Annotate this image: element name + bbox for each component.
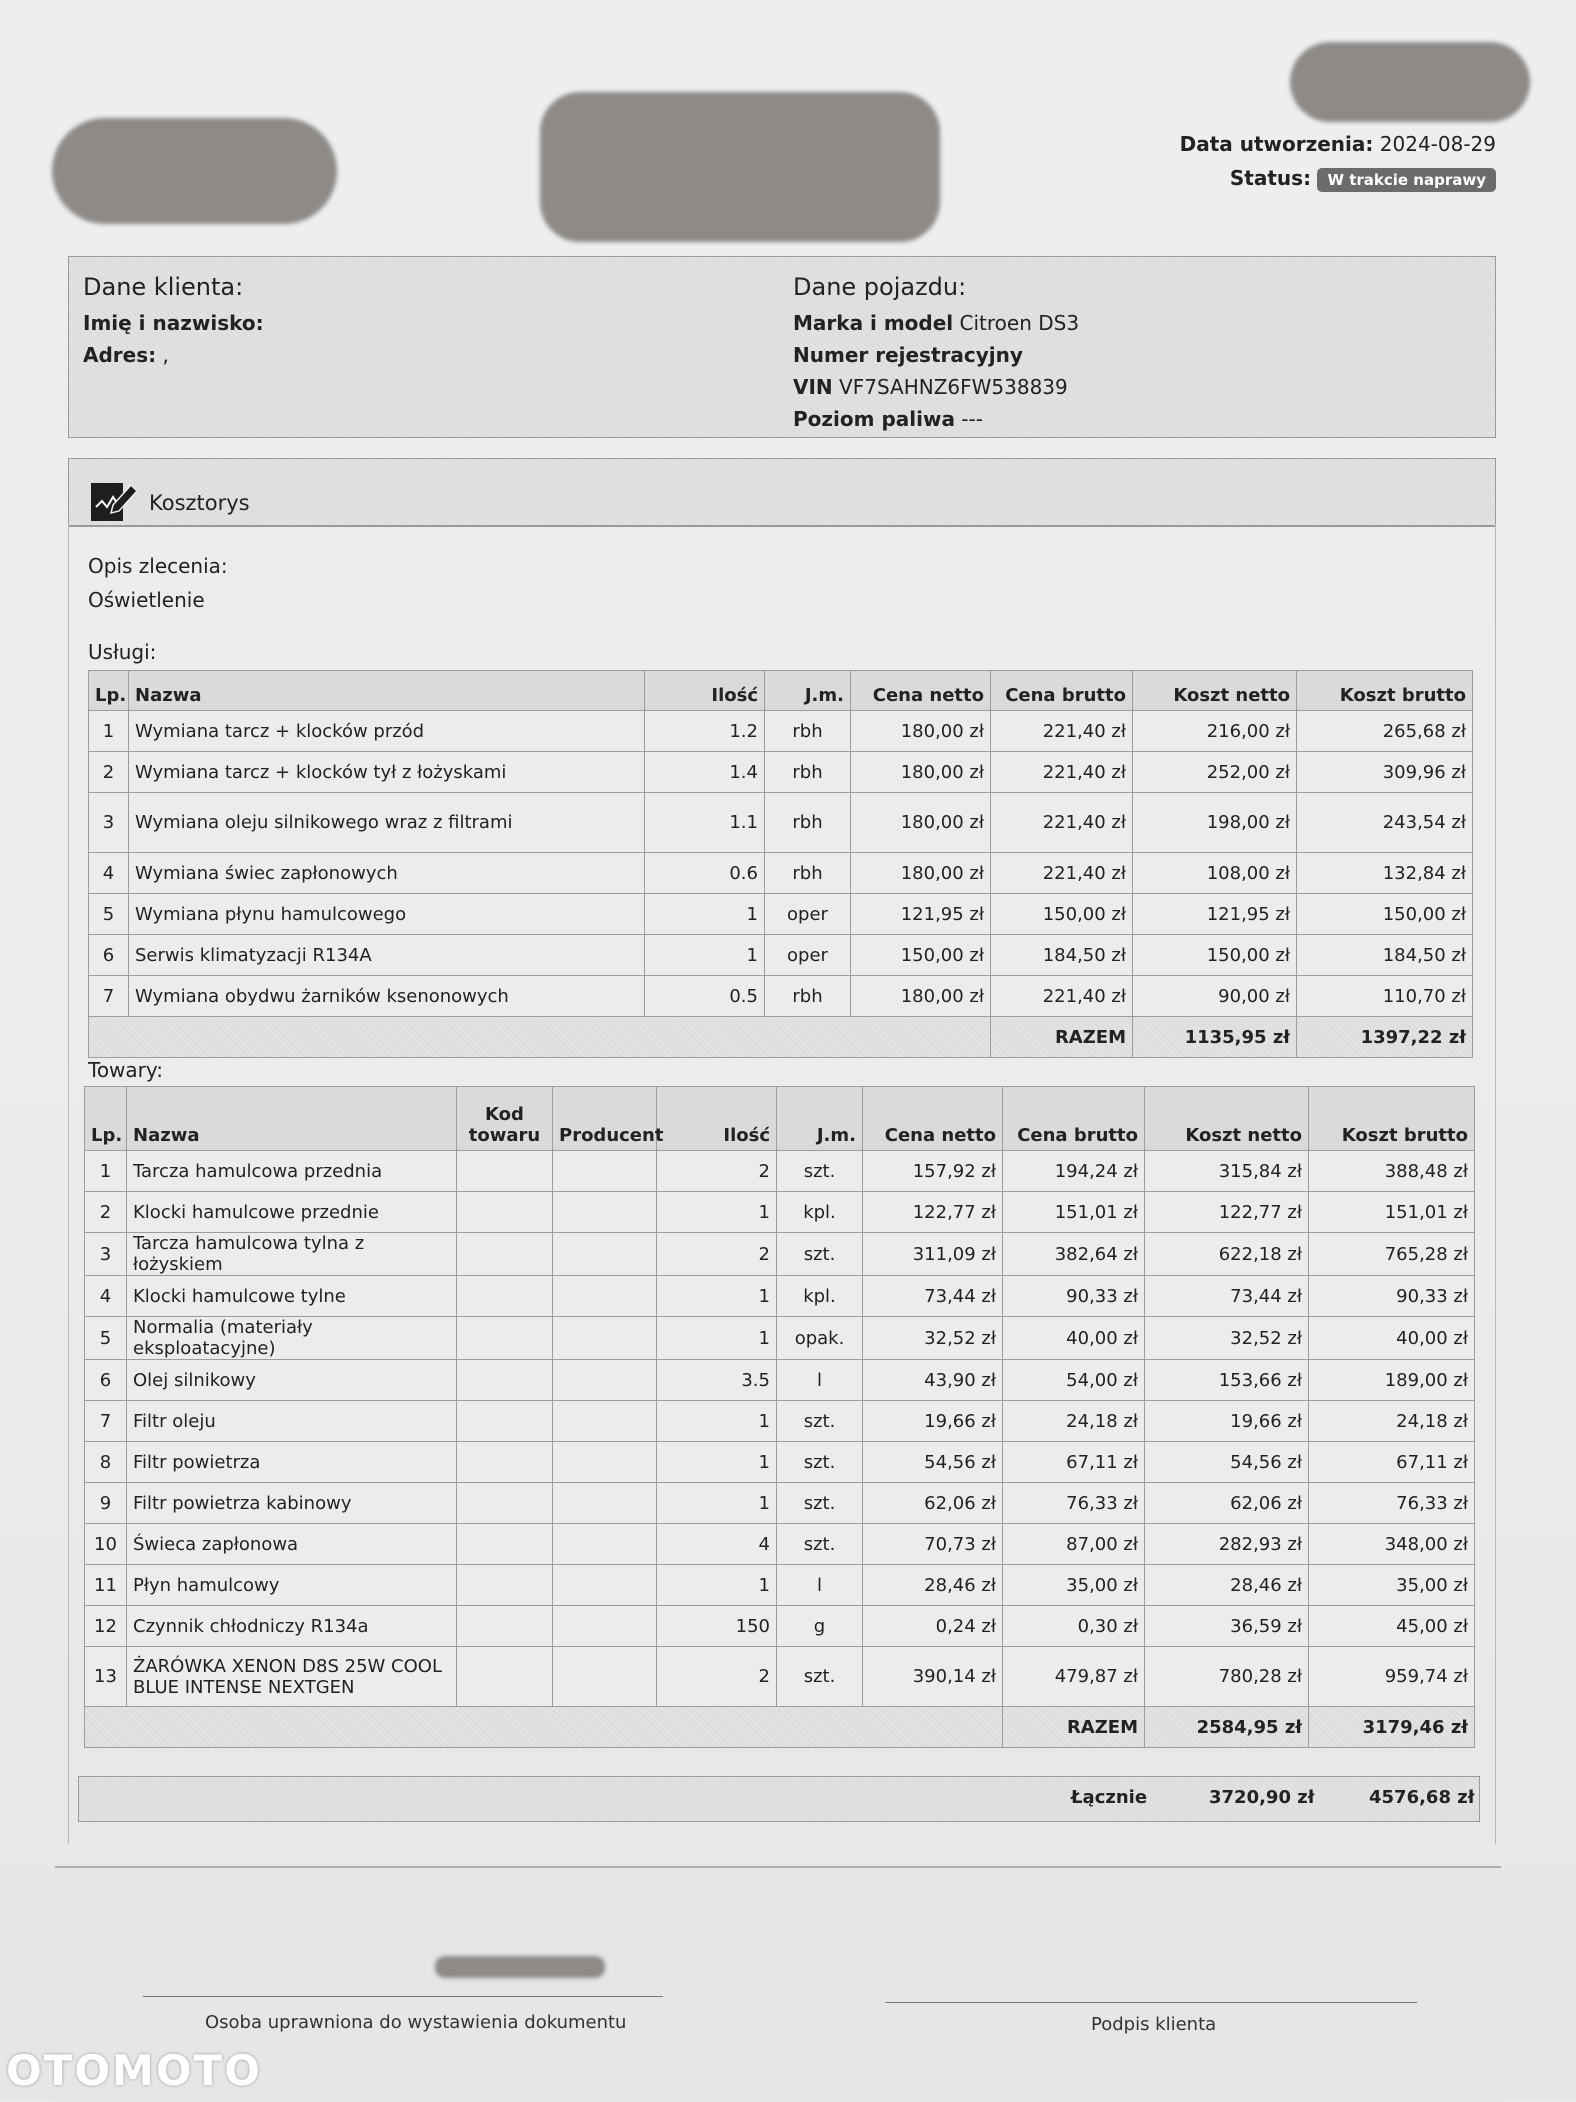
service-row-cell: 216,00 zł [1133, 711, 1297, 752]
goods-row-cell: 1 [85, 1151, 127, 1192]
goods-row-cell: 76,33 zł [1003, 1483, 1145, 1524]
goods-row-cell: 388,48 zł [1309, 1151, 1475, 1192]
service-row-cell: 150,00 zł [991, 894, 1133, 935]
goods-row [85, 1565, 1475, 1606]
service-row-cell: 1 [645, 894, 765, 935]
vin-value: VF7SAHNZ6FW538839 [839, 375, 1068, 399]
client-address-label: Adres: [83, 343, 157, 367]
service-row-cell: 252,00 zł [1133, 752, 1297, 793]
service-row-cell: 1.2 [645, 711, 765, 752]
goods-row-cell [553, 1360, 657, 1401]
goods-row-cell: 73,44 zł [1145, 1276, 1309, 1317]
goods-row-cell: Tarcza hamulcowa przednia [127, 1151, 457, 1192]
goods-row-cell: kpl. [777, 1192, 863, 1233]
signature-area [55, 1866, 1501, 2102]
goods-row-cell: 35,00 zł [1309, 1565, 1475, 1606]
goods-row-cell: 382,64 zł [1003, 1233, 1145, 1276]
goods-row-cell: 11 [85, 1565, 127, 1606]
service-row-cell: 150,00 zł [1133, 935, 1297, 976]
service-row [89, 935, 1473, 976]
estimate-edit-icon [89, 477, 139, 528]
goods-row-cell: 13 [85, 1647, 127, 1707]
service-row [89, 711, 1473, 752]
service-row-cell: Wymiana płynu hamulcowego [129, 894, 645, 935]
col-lp: Lp. [89, 671, 129, 711]
service-row-cell: 221,40 zł [991, 853, 1133, 894]
goods-row-cell: opak. [777, 1317, 863, 1360]
service-row-cell: 243,54 zł [1297, 793, 1473, 853]
grand-total-gross: 4576,68 zł [1369, 1787, 1475, 1808]
goods-col-code: Kod towaru [457, 1087, 553, 1151]
col-cost-net: Koszt netto [1133, 671, 1297, 711]
goods-row-cell [457, 1192, 553, 1233]
service-row-cell: 1.4 [645, 752, 765, 793]
goods-col-price-net: Cena netto [863, 1087, 1003, 1151]
goods-row-cell: kpl. [777, 1276, 863, 1317]
goods-col-unit: J.m. [777, 1087, 863, 1151]
created-date: 2024-08-29 [1379, 132, 1496, 156]
service-row [89, 976, 1473, 1017]
goods-row-cell: 2 [657, 1233, 777, 1276]
goods-row-cell: 5 [85, 1317, 127, 1360]
goods-row-cell: 67,11 zł [1309, 1442, 1475, 1483]
goods-row [85, 1360, 1475, 1401]
service-row-cell: 121,95 zł [851, 894, 991, 935]
service-row-cell: 1 [89, 711, 129, 752]
goods-row-cell: 1 [657, 1276, 777, 1317]
vehicle-heading: Dane pojazdu: [793, 273, 967, 301]
goods-row-cell: 189,00 zł [1309, 1360, 1475, 1401]
service-row-cell: Wymiana obydwu żarników ksenonowych [129, 976, 645, 1017]
service-row-cell: 180,00 zł [851, 976, 991, 1017]
goods-row-cell: 32,52 zł [863, 1317, 1003, 1360]
goods-row-cell: 10 [85, 1524, 127, 1565]
goods-row-cell: 76,33 zł [1309, 1483, 1475, 1524]
service-row-cell: 198,00 zł [1133, 793, 1297, 853]
document-header-meta [1180, 132, 1496, 202]
goods-row-cell [553, 1317, 657, 1360]
goods-row-cell: 1 [657, 1483, 777, 1524]
client-signature-label: Podpis klienta [1091, 2014, 1217, 2035]
col-name: Nazwa [129, 671, 645, 711]
status-badge: W trakcie naprawy [1317, 168, 1496, 192]
goods-row-cell [457, 1233, 553, 1276]
goods-row-cell: Płyn hamulcowy [127, 1565, 457, 1606]
service-row-cell: rbh [765, 976, 851, 1017]
goods-row-cell: 9 [85, 1483, 127, 1524]
service-row-cell: 265,68 zł [1297, 711, 1473, 752]
client-heading: Dane klienta: [83, 273, 244, 301]
goods-row-cell: 67,11 zł [1003, 1442, 1145, 1483]
goods-row-cell: 6 [85, 1360, 127, 1401]
redacted-document-number [1290, 42, 1530, 122]
goods-row-cell: 54,56 zł [863, 1442, 1003, 1483]
service-row-cell: 90,00 zł [1133, 976, 1297, 1017]
goods-row-cell: g [777, 1606, 863, 1647]
redacted-logo [52, 118, 337, 224]
goods-row-cell: 282,93 zł [1145, 1524, 1309, 1565]
goods-row-cell: 8 [85, 1442, 127, 1483]
registration-label: Numer rejestracyjny [793, 343, 1023, 367]
goods-row-cell: 1 [657, 1192, 777, 1233]
goods-row-cell [457, 1317, 553, 1360]
goods-sum-net: 2584,95 zł [1145, 1707, 1309, 1748]
goods-row-cell: 959,74 zł [1309, 1647, 1475, 1707]
service-row-cell: rbh [765, 711, 851, 752]
vehicle-section [793, 271, 1079, 435]
goods-row-cell: szt. [777, 1483, 863, 1524]
service-row-cell: Wymiana oleju silnikowego wraz z filtrami [129, 793, 645, 853]
service-row-cell: 1.1 [645, 793, 765, 853]
goods-row-cell [553, 1401, 657, 1442]
goods-row-cell: Świeca zapłonowa [127, 1524, 457, 1565]
service-row-cell: 180,00 zł [851, 752, 991, 793]
goods-row-cell: 122,77 zł [863, 1192, 1003, 1233]
goods-row-cell: 43,90 zł [863, 1360, 1003, 1401]
goods-row-cell [553, 1524, 657, 1565]
goods-row-cell: 35,00 zł [1003, 1565, 1145, 1606]
goods-sum-label: RAZEM [1003, 1707, 1145, 1748]
goods-label: Towary: [88, 1058, 164, 1082]
service-row-cell: 108,00 zł [1133, 853, 1297, 894]
goods-row-cell: 70,73 zł [863, 1524, 1003, 1565]
goods-row-cell: 0,30 zł [1003, 1606, 1145, 1647]
goods-row-cell: 153,66 zł [1145, 1360, 1309, 1401]
goods-row-cell: 1 [657, 1442, 777, 1483]
goods-col-cost-net: Koszt netto [1145, 1087, 1309, 1151]
goods-col-cost-gross: Koszt brutto [1309, 1087, 1475, 1151]
goods-row-cell: 122,77 zł [1145, 1192, 1309, 1233]
goods-row-cell [553, 1276, 657, 1317]
issuer-signature-line [143, 1996, 663, 1997]
order-desc-value: Oświetlenie [88, 588, 205, 612]
goods-row-cell: 157,92 zł [863, 1151, 1003, 1192]
goods-row-cell [457, 1276, 553, 1317]
service-row-cell: 184,50 zł [991, 935, 1133, 976]
goods-row-cell [457, 1606, 553, 1647]
goods-row-cell: Tarcza hamulcowa tylna z łożyskiem [127, 1233, 457, 1276]
service-row-cell: 0.5 [645, 976, 765, 1017]
services-sum-label: RAZEM [991, 1017, 1133, 1058]
goods-row-cell: l [777, 1565, 863, 1606]
goods-col-producer: Producent [553, 1087, 657, 1151]
service-row [89, 894, 1473, 935]
goods-row-cell [457, 1360, 553, 1401]
goods-row-cell: 2 [657, 1151, 777, 1192]
goods-row-cell [457, 1442, 553, 1483]
goods-row-cell: 0,24 zł [863, 1606, 1003, 1647]
model-label: Marka i model [793, 311, 954, 335]
services-table [88, 670, 1473, 1058]
goods-row-cell: 54,00 zł [1003, 1360, 1145, 1401]
service-row-cell: oper [765, 935, 851, 976]
goods-row-cell [553, 1565, 657, 1606]
col-qty: Ilość [645, 671, 765, 711]
service-row-cell: 6 [89, 935, 129, 976]
goods-row [85, 1606, 1475, 1647]
goods-row-cell: 73,44 zł [863, 1276, 1003, 1317]
service-row-cell: 5 [89, 894, 129, 935]
goods-row-cell: 54,56 zł [1145, 1442, 1309, 1483]
goods-row-cell: 4 [85, 1276, 127, 1317]
client-vehicle-box [68, 256, 1496, 438]
goods-row-cell: szt. [777, 1442, 863, 1483]
service-row-cell: 3 [89, 793, 129, 853]
goods-row [85, 1151, 1475, 1192]
service-row-cell: 309,96 zł [1297, 752, 1473, 793]
goods-row-cell: szt. [777, 1233, 863, 1276]
goods-row-cell: 2 [657, 1647, 777, 1707]
fuel-value: --- [961, 407, 983, 431]
goods-table [84, 1086, 1475, 1748]
service-row-cell: 221,40 zł [991, 752, 1133, 793]
goods-row-cell: 315,84 zł [1145, 1151, 1309, 1192]
goods-row-cell: szt. [777, 1401, 863, 1442]
goods-row-cell: 780,28 zł [1145, 1647, 1309, 1707]
grand-total-net: 3720,90 zł [1209, 1787, 1315, 1808]
goods-row-cell [457, 1401, 553, 1442]
goods-row-cell: Filtr oleju [127, 1401, 457, 1442]
goods-row-cell: 3.5 [657, 1360, 777, 1401]
client-signature-line [885, 2002, 1417, 2003]
service-row-cell: 0.6 [645, 853, 765, 894]
issuer-signature-label: Osoba uprawniona do wystawienia dokumentu [205, 2012, 627, 2033]
goods-row-cell: 311,09 zł [863, 1233, 1003, 1276]
estimate-title: Kosztorys [149, 490, 250, 515]
goods-row-cell: 40,00 zł [1003, 1317, 1145, 1360]
services-sum-net: 1135,95 zł [1133, 1017, 1297, 1058]
goods-row-cell: Filtr powietrza [127, 1442, 457, 1483]
service-row-cell: 150,00 zł [1297, 894, 1473, 935]
goods-row [85, 1483, 1475, 1524]
goods-row [85, 1401, 1475, 1442]
goods-row-cell: 622,18 zł [1145, 1233, 1309, 1276]
goods-row-cell [553, 1606, 657, 1647]
goods-row-cell: Olej silnikowy [127, 1360, 457, 1401]
goods-row-cell: Klocki hamulcowe przednie [127, 1192, 457, 1233]
goods-row-cell: 1 [657, 1401, 777, 1442]
service-row-cell: 7 [89, 976, 129, 1017]
goods-row-cell: 1 [657, 1317, 777, 1360]
goods-sum-gross: 3179,46 zł [1309, 1707, 1475, 1748]
goods-row-cell: szt. [777, 1524, 863, 1565]
col-price-net: Cena netto [851, 671, 991, 711]
redacted-company-name [540, 92, 940, 242]
service-row-cell: rbh [765, 752, 851, 793]
goods-row-cell: 2 [85, 1192, 127, 1233]
goods-row-cell: 28,46 zł [863, 1565, 1003, 1606]
goods-row [85, 1647, 1475, 1707]
created-label: Data utworzenia: [1179, 132, 1374, 156]
goods-row [85, 1524, 1475, 1565]
service-row-cell: 110,70 zł [1297, 976, 1473, 1017]
service-row [89, 752, 1473, 793]
client-address-value: , [162, 343, 169, 367]
goods-row-cell [457, 1524, 553, 1565]
service-row-cell: 221,40 zł [991, 711, 1133, 752]
goods-row-cell [553, 1483, 657, 1524]
grand-total-label: Łącznie [1071, 1787, 1148, 1808]
goods-row-cell [553, 1233, 657, 1276]
goods-row-cell [553, 1192, 657, 1233]
goods-row-cell: 765,28 zł [1309, 1233, 1475, 1276]
goods-row-cell: 3 [85, 1233, 127, 1276]
goods-row-cell: 348,00 zł [1309, 1524, 1475, 1565]
goods-row-cell: 90,33 zł [1309, 1276, 1475, 1317]
service-row-cell: 180,00 zł [851, 853, 991, 894]
services-sum-row [89, 1017, 1473, 1058]
goods-row-cell: 62,06 zł [863, 1483, 1003, 1524]
goods-row-cell: 7 [85, 1401, 127, 1442]
goods-row-cell: 62,06 zł [1145, 1483, 1309, 1524]
service-row-cell: 132,84 zł [1297, 853, 1473, 894]
services-sum-gross: 1397,22 zł [1297, 1017, 1473, 1058]
goods-row-cell: 90,33 zł [1003, 1276, 1145, 1317]
goods-row-cell: Filtr powietrza kabinowy [127, 1483, 457, 1524]
service-row-cell: 184,50 zł [1297, 935, 1473, 976]
goods-row-cell: Czynnik chłodniczy R134a [127, 1606, 457, 1647]
goods-row-cell [457, 1565, 553, 1606]
goods-row [85, 1442, 1475, 1483]
service-row-cell: 2 [89, 752, 129, 793]
fuel-label: Poziom paliwa [793, 407, 955, 431]
services-label: Usługi: [88, 640, 157, 664]
goods-row-cell: Normalia (materiały eksploatacyjne) [127, 1317, 457, 1360]
goods-row-cell: szt. [777, 1151, 863, 1192]
goods-row-cell [457, 1151, 553, 1192]
service-row-cell: Wymiana tarcz + klocków tył z łożyskami [129, 752, 645, 793]
grand-total-box [78, 1776, 1480, 1822]
estimate-header [68, 458, 1496, 527]
goods-row-cell: 19,66 zł [1145, 1401, 1309, 1442]
service-row-cell: 1 [645, 935, 765, 976]
goods-row-cell: 24,18 zł [1309, 1401, 1475, 1442]
goods-row-cell: ŻARÓWKA XENON D8S 25W COOL BLUE INTENSE NEXTGEN [127, 1647, 457, 1707]
goods-row [85, 1276, 1475, 1317]
goods-row-cell: l [777, 1360, 863, 1401]
service-row-cell: 180,00 zł [851, 711, 991, 752]
redacted-signature [435, 1956, 605, 1978]
goods-row-cell: 12 [85, 1606, 127, 1647]
goods-row-cell: 151,01 zł [1003, 1192, 1145, 1233]
vin-label: VIN [793, 375, 833, 399]
service-row [89, 793, 1473, 853]
model-value: Citroen DS3 [959, 311, 1080, 335]
otomoto-watermark: OTOMOTO [6, 2046, 262, 2095]
goods-row-cell: 479,87 zł [1003, 1647, 1145, 1707]
service-row-cell: 221,40 zł [991, 793, 1133, 853]
goods-row-cell: 24,18 zł [1003, 1401, 1145, 1442]
goods-row-cell: 40,00 zł [1309, 1317, 1475, 1360]
order-desc-label: Opis zlecenia: [88, 554, 228, 578]
service-row-cell: 150,00 zł [851, 935, 991, 976]
goods-row-cell: 32,52 zł [1145, 1317, 1309, 1360]
goods-col-name: Nazwa [127, 1087, 457, 1151]
service-row-cell: 121,95 zł [1133, 894, 1297, 935]
service-row-cell: Wymiana świec zapłonowych [129, 853, 645, 894]
goods-row-cell: Klocki hamulcowe tylne [127, 1276, 457, 1317]
goods-row-cell: 45,00 zł [1309, 1606, 1475, 1647]
service-row-cell: rbh [765, 793, 851, 853]
service-row-cell: 221,40 zł [991, 976, 1133, 1017]
goods-col-qty: Ilość [657, 1087, 777, 1151]
service-row-cell: oper [765, 894, 851, 935]
goods-row-cell: 151,01 zł [1309, 1192, 1475, 1233]
goods-row-cell: 194,24 zł [1003, 1151, 1145, 1192]
goods-row-cell: 4 [657, 1524, 777, 1565]
service-row-cell: rbh [765, 853, 851, 894]
goods-row-cell [457, 1647, 553, 1707]
goods-row-cell: szt. [777, 1647, 863, 1707]
col-cost-gross: Koszt brutto [1297, 671, 1473, 711]
service-row [89, 853, 1473, 894]
goods-row-cell [457, 1483, 553, 1524]
col-price-gross: Cena brutto [991, 671, 1133, 711]
service-row-cell: Serwis klimatyzacji R134A [129, 935, 645, 976]
goods-row-cell: 150 [657, 1606, 777, 1647]
client-name-label: Imię i nazwisko: [83, 311, 264, 335]
goods-row-cell: 87,00 zł [1003, 1524, 1145, 1565]
client-section [83, 271, 264, 371]
goods-row-cell: 28,46 zł [1145, 1565, 1309, 1606]
goods-col-lp: Lp. [85, 1087, 127, 1151]
service-row-cell: Wymiana tarcz + klocków przód [129, 711, 645, 752]
goods-row-cell: 36,59 zł [1145, 1606, 1309, 1647]
goods-col-price-gross: Cena brutto [1003, 1087, 1145, 1151]
status-label: Status: [1229, 166, 1312, 190]
service-row-cell: 180,00 zł [851, 793, 991, 853]
goods-row-cell: 1 [657, 1565, 777, 1606]
goods-row-cell: 19,66 zł [863, 1401, 1003, 1442]
goods-row-cell [553, 1151, 657, 1192]
goods-row [85, 1192, 1475, 1233]
service-row-cell: 4 [89, 853, 129, 894]
goods-row-cell: 390,14 zł [863, 1647, 1003, 1707]
goods-row [85, 1317, 1475, 1360]
goods-row-cell [553, 1647, 657, 1707]
goods-row-cell [553, 1442, 657, 1483]
goods-row [85, 1233, 1475, 1276]
goods-sum-row [85, 1707, 1475, 1748]
col-unit: J.m. [765, 671, 851, 711]
